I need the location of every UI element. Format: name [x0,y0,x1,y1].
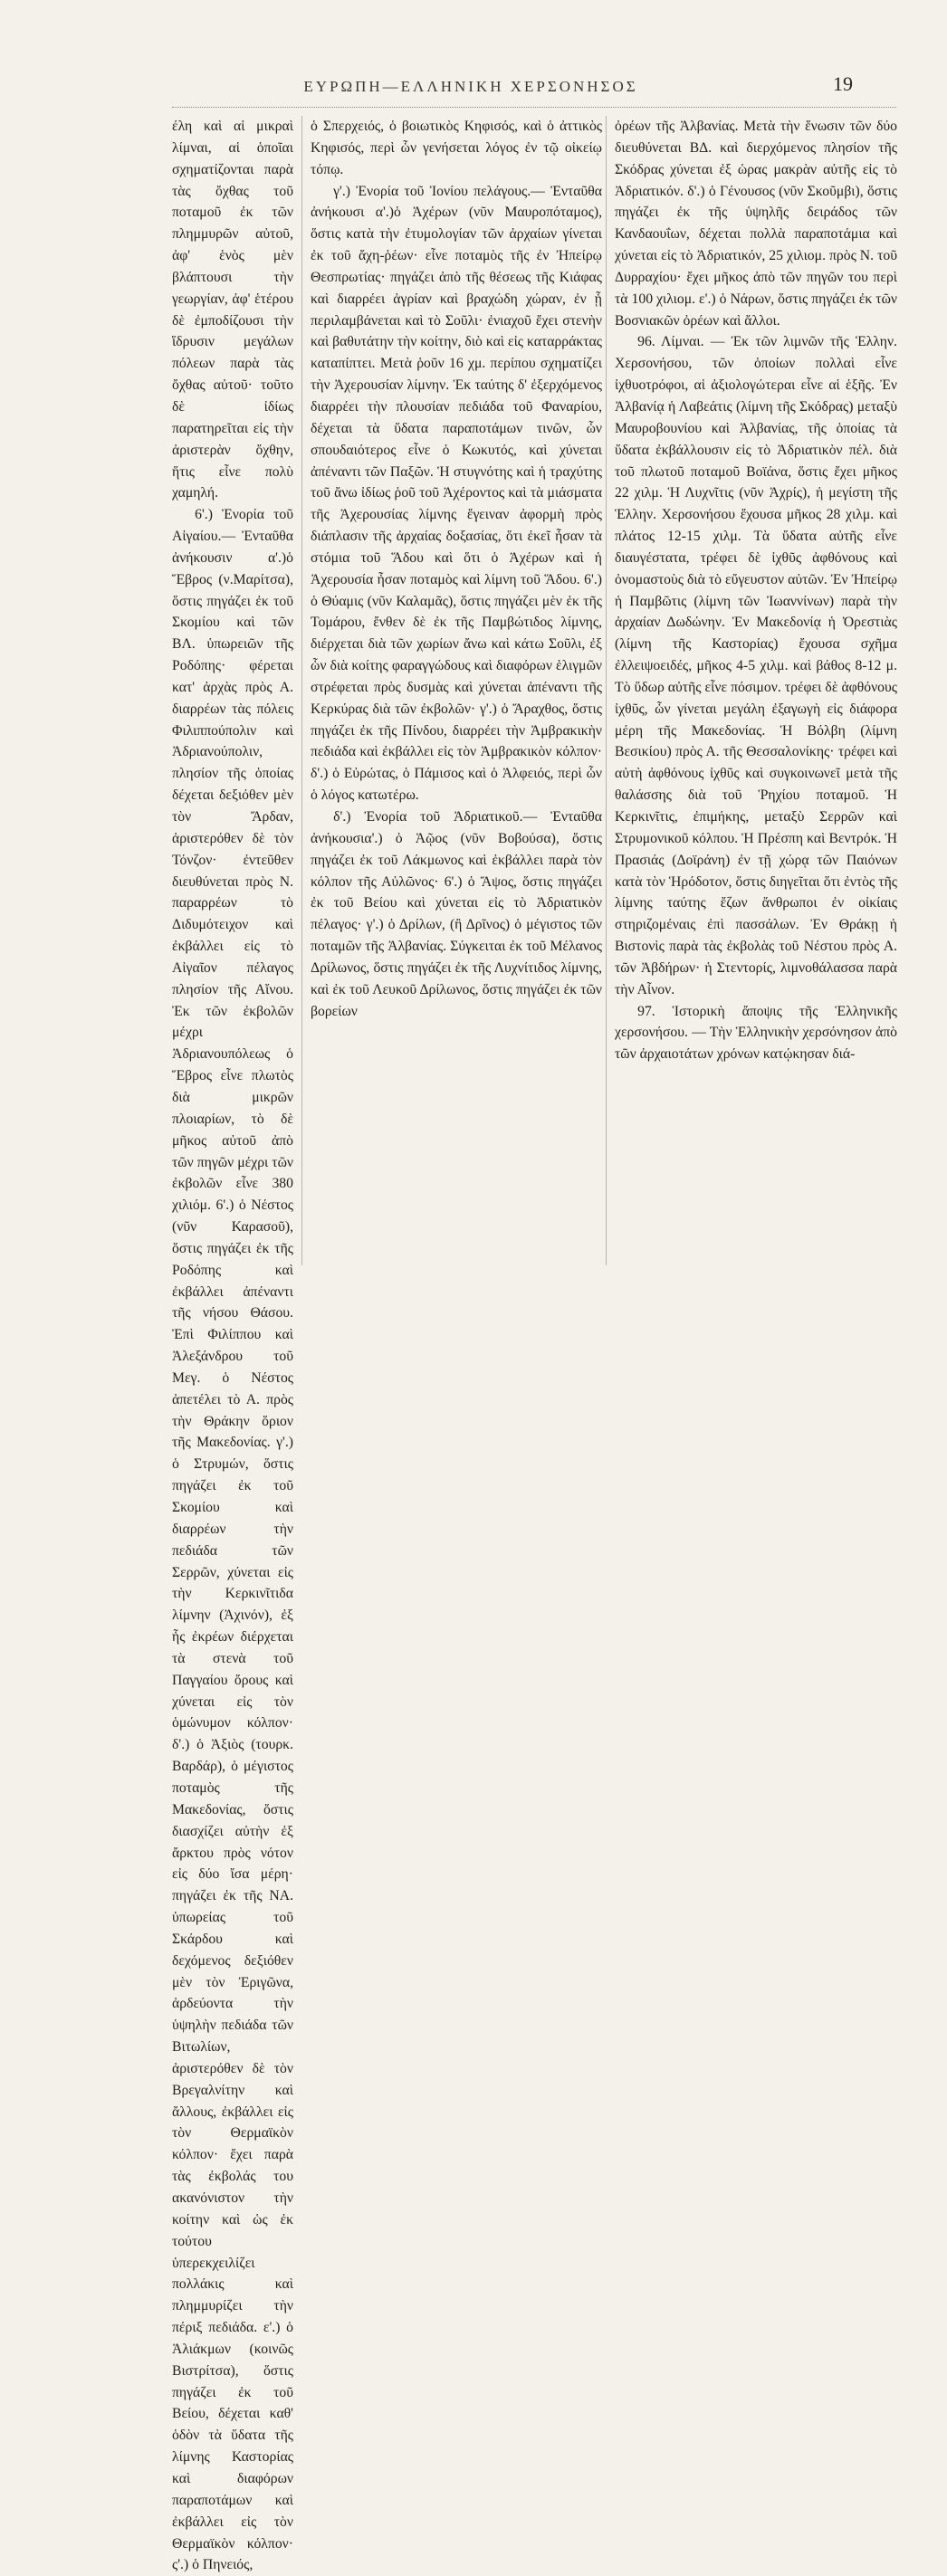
running-title: ΕΥΡΩΠΗ—ΕΛΛΗΝΙΚΗ ΧΕΡΣΟΝΗΣΟΣ [303,78,638,95]
text-column-2 [311,116,602,1022]
paragraph: γ'.) Ἐνορία τοῦ Ἰονίου πελάγους.— Ἐνταῦθα ἀνήκουσι α'.)ὁ Ἀχέρων (νῦν Μαυροπόταμος), ὅστις κατὰ τὴν ἐτυμολογίαν τῶν ἀρχαίων γίνεται ἐκ τοῦ ἄχη-ῥέων· εἶνε ποταμὸς τῆς ἐν Ἠπείρῳ Θεσπρωτίας· πηγάζει ἀπὸ τῆς θέσεως τῆς Κιάφας καὶ διαρρέει ἀγρίαν καὶ βραχώδη χώραν, ἐν ᾗ περιλαμβάνεται καὶ τὸ Σοῦλι· ἐνιαχοῦ ἔχει στενὴν καὶ βαθυτάτην τὴν κοίτην, διὸ καὶ εἰς καταρράκτας καταπίπτει. Μετὰ ῥοῦν 16 χμ. περίπου σχηματίζει τὴν Ἀχερουσίαν λίμνην. Ἐκ ταύτης δ' ἐξερχόμενος διαρρέει τὴν πλουσίαν πεδιάδα τοῦ Φαναρίου, δέχεται τὰ ὕδατα παραποτάμων τινῶν, ὧν σπουδαιότερος εἶνε ὁ Κωκυτός, καὶ χύνεται ἀπέναντι τῶν Παξῶν. Ἡ στυγνότης καὶ ἡ τραχύτης τοῦ ἄνω ἰδίως ῥοῦ τοῦ Ἀχέροντος καὶ τὰ μιάσματα τῆς Ἀχερουσίας λίμνης ἔγειναν ἀφορμὴ πρὸς διάπλασιν τῆς ἀρχαίας δοξασίας, ὅτι ἐκεῖ ἦσαν τὰ στόμια τοῦ Ἅδου καὶ ὅτι ὁ Ἀχέρων καὶ ἡ Ἀχερουσία ἦσαν ποταμὸς καὶ λίμνη τοῦ Ἅδου. 6'.) ὁ Θύαμις (νῦν Καλαμᾶς), ὅστις πηγάζει μὲν ἐκ τῆς Τομάρου, ἔνθεν δὲ ἐκ τῆς Παμβώτιδος λίμνης, διέρχεται διὰ τῶν χωρίων ἄνω καὶ κάτω Σοῦλι, ἐξ ὧν διὰ κοίτης φαραγγώδους καὶ διαφόρων ἑλιγμῶν στρέφεται πρὸς δυσμὰς καὶ χύνεται ἀπέναντι τῆς Κερκύρας διὰ τῶν ἐκβολῶν· γ'.) ὁ Ἄραχθος, ὅστις πηγάζει ἐκ τῆς Πίνδου, διαρρέει τὴν Ἀμβρακικὴν πεδιάδα καὶ ἐκβάλλει εἰς τὸν Ἀμβρακικὸν κόλπον· δ'.) ὁ Εὐρώτας, ὁ Πάμισος καὶ ὁ Ἀλφειός, περὶ ὧν ὁ λόγος κατωτέρω. [311,183,602,804]
paragraph: ὁ Σπερχειός, ὁ βοιωτικὸς Κηφισός, καὶ ὁ ἀττικὸς Κηφισός, περὶ ὧν γενήσεται λόγος ἐν τῷ οἰκείῳ τόπῳ. [311,119,602,177]
header-rule [172,107,896,108]
section-96-lakes: 96. Λίμναι. — Ἐκ τῶν λιμνῶν τῆς Ἑλλην. Χερσονήσου, τῶν ὁποίων πολλαὶ εἶνε ἰχθυοτρόφοι, αἱ ἀξιολογώτεραι εἶνε αἱ ἑξῆς. Ἐν Ἀλβανίᾳ ἡ Λαβεάτις (λίμνη τῆς Σκόδρας) μεταξὺ Μαυροβουνίου καὶ Ἀλβανίας, τῆς ὁποίας τὰ ὕδατα ἐκβάλλουσιν εἰς τὸ Ἀδριατικὸν πέλ. διὰ τοῦ πλωτοῦ ποταμοῦ Βοϊάνα, ὅστις ἔχει μῆκος 22 χιλμ. Ἡ Λυχνῖτις (νῦν Ἀχρίς), ἡ μεγίστη τῆς Ἑλλην. Χερσονήσου ἔχουσα μῆκος 28 χιλμ. καὶ πλάτος 12-15 χιλμ. Τὰ ὕδατα αὐτῆς εἶνε διαυγέστατα, τρέφει δὲ ἰχθῦς ἀφθόνους καὶ ὀνομαστοὺς διὰ τὸ εὔγευστον αὐτῶν. Ἐν Ἠπείρῳ ἡ Παμβῶτις (λίμνη τῶν Ἰωαννίνων) παρὰ τὴν ἀρχαίαν Δωδώνην. Ἐν Μακεδονίᾳ ἡ Ὀρεστιὰς (λίμνη τῆς Καστορίας) ἔχουσα σχῆμα ἐλλειψοειδές, μῆκος 4-5 χιλμ. καὶ βάθος 8-12 μ. Τὸ ὕδωρ αὐτῆς εἶνε πόσιμον. τρέφει δὲ ἀφθόνους ἰχθῦς, ὧν γίνεται μεγάλη ἐξαγωγὴ εἰς διάφορα μέρη τῆς Μακεδονίας. Ἡ Βόλβη (λίμνη Βεσικίου) πρὸς Α. τῆς Θεσσαλονίκης· τρέφει καὶ αὐτὴ ἀφθόνους ἰχθῦς καὶ συγκοινωνεῖ μετὰ τῆς θαλάσσης διὰ τοῦ Ῥηχίου ποταμοῦ. Ἡ Κερκινῖτις, ἐπιμήκης, μεταξὺ Σερρῶν καὶ Στρυμονικοῦ κόλπου. Ἡ Πρέσπη καὶ Βεντρόκ. Ἡ Πρασιάς (Δοϊράνη) ἐν τῇ χώρᾳ τῶν Παιόνων κατὰ τὸν Ἡρόδοτον, ὅστις διηγεῖται ὅτι ἐντὸς τῆς λίμνης ταύτης ἔζων ἄνθρωποι ἐν οἰκίαις στηριζομέναις ἐπὶ πασσάλων. Ἐν Θράκῃ ἡ Βιστονὶς παρὰ τὰς ἐκβολὰς τοῦ Νέστου πρὸς Α. τῶν Ἀβδήρων· ἡ Στεντορίς, λιμνοθάλασσα παρὰ τὴν Αἶνον. [615,334,897,997]
text-column-1 [172,116,293,2576]
paragraph: ὀρέων τῆς Ἀλβανίας. Μετὰ τὴν ἕνωσιν τῶν δύο διευθύνεται ΒΔ. καὶ διερχόμενος πλησίον τῆς Σκόδρας χύνεται ἐξ ὡρας μακρὰν αὐτῆς εἰς τὸ Ἀδριατικόν. δ'.) ὁ Γένουσος (νῦν Σκοῦμβι), ὅστις πηγάζει ἐκ τῆς ὑψηλῆς δειράδος τῶν Κανδαουΐων, δέχεται πολλὰ παραποτάμια καὶ χύνεται εἰς τὸ Ἀδριατικόν, 25 χιλιομ. πρὸς Ν. τοῦ Δυρραχίου· ἔχει μῆκος ἀπὸ τῶν πηγῶν του περὶ τὰ 100 χιλιομ. ε'.) ὁ Νάρων, ὅστις πηγάζει ἐκ τῶν Βοσνιακῶν ὀρέων καὶ ἄλλοι. [615,119,897,329]
column-divider-right [606,116,607,1265]
column-divider-left [301,116,302,1265]
section-97-history: 97. Ἱστορικὴ ἄποψις τῆς Ἑλληνικῆς χερσονήσου. — Τὴν Ἑλληνικὴν χερσόνησον ἀπὸ τῶν ἀρχαιοτάτων χρόνων κατῴκησαν διά- [615,1003,897,1063]
paragraph: έλη καὶ αἱ μικραὶ λίμναι, αἱ ὁποῖαι σχηματίζονται παρὰ τὰς ὄχθας τοῦ ποταμοῦ ἐκ τῶν πλημμυρῶν αὐτοῦ, ἀφ' ἑνὸς μὲν βλάπτουσι τὴν γεωργίαν, ἀφ' ἑτέρου δὲ ἐμποδίζουσι τὴν ἵδρυσιν μεγάλων πόλεων παρὰ τὰς ὄχθας αὐτοῦ· τοῦτο δὲ ἰδίως παρατηρεῖται εἰς τὴν ἀριστερὰν ὄχθην, ἥτις εἶνε πολὺ χαμηλή. [172,119,293,501]
paragraph: 6'.) Ἐνορία τοῦ Αἰγαίου.— Ἐνταῦθα ἀνήκουσιν α'.)ὁ Ἕβρος (ν.Μαρίτσα), ὅστις πηγάζει ἐκ τοῦ Σκομίου καὶ τῶν ΒΛ. ὑπωρειῶν τῆς Ροδόπης· φέρεται κατ' ἀρχὰς πρὸς Α. διαρρέων τὰς πόλεις Φιλιππούπολιν καὶ Ἀδριανούπολιν, πλησίον τῆς ὁποίας δέχεται δεξιόθεν μὲν τὸν Ἄρδαν, ἀριστερόθεν δὲ τὸν Τόνζον· ἐντεῦθεν διευθύνεται πρὸς Ν. παραρρέων τὸ Διδυμότειχον καὶ ἐκβάλλει εἰς τὸ Αἰγαῖον πέλαγος πλησίον τῆς Αἴνου. Ἐκ τῶν ἐκβολῶν μέχρι Ἀδριανουπόλεως ὁ Ἕβρος εἶνε πλωτὸς διὰ μικρῶν πλοιαρίων, τὸ δὲ μῆκος αὐτοῦ ἀπὸ τῶν πηγῶν μέχρι τῶν ἐκβολῶν εἶνε 380 χιλιόμ. 6'.) ὁ Νέστος (νῦν Καρασοῦ), ὅστις πηγάζει ἐκ τῆς Ροδόπης καὶ ἐκβάλλει ἀπέναντι τῆς νήσου Θάσου. Ἐπὶ Φιλίππου καὶ Ἀλεξάνδρου τοῦ Μεγ. ὁ Νέστος ἀπετέλει τὸ Α. πρὸς τὴν Θράκην ὅριον τῆς Μακεδονίας. γ'.) ὁ Στρυμών, ὅστις πηγάζει ἐκ τοῦ Σκομίου καὶ διαρρέων τὴν πεδιάδα τῶν Σερρῶν, χύνεται εἰς τὴν Κερκινῖτιδα λίμνην (Ἀχινόν), ἐξ ἧς ἐκρέων διέρχεται τὰ στενὰ τοῦ Παγγαίου ὄρους καὶ χύνεται εἰς τὸν ὁμώνυμον κόλπον· δ'.) ὁ Ἀξιὸς (τουρκ. Βαρδάρ), ὁ μέγιστος ποταμὸς τῆς Μακεδονίας, ὅστις διασχίζει αὐτὴν ἐξ ἄρκτου πρὸς νότον εἰς δύο ἴσα μέρη· πηγάζει ἐκ τῆς ΝΑ. ὑπωρείας τοῦ Σκάρδου καὶ δεχόμενος δεξιόθεν μὲν τὸν Ἐριγῶνα, ἀρδεύοντα τὴν ὑψηλὴν πεδιάδα τῶν Βιτωλίων, ἀριστερόθεν δὲ τὸν Βρεγαλνίτην καὶ ἄλλους, ἐκβάλλει εἰς τὸν Θερμαϊκὸν κόλπον· ἔχει παρὰ τὰς ἐκβολάς του ακανόνιστον τὴν κοίτην καὶ ὡς ἐκ τούτου ὑπερεκχειλίζει πολλάκις καὶ πλημμυρίζει τὴν πέριξ πεδιάδα. ε'.) ὁ Ἁλιάκμων (κοινῶς Βιστρίτσα), ὅστις πηγάζει ἐκ τοῦ Βείου, δέχεται καθ' ὁδὸν τὰ ὕδατα τῆς λίμνης Καστορίας καὶ διαφόρων παραποτάμων καὶ ἐκβάλλει εἰς τὸν Θερμαϊκὸν κόλπον· ς'.) ὁ Πηνειός, [172,507,293,2573]
page-number: 19 [833,72,853,95]
text-column-3 [615,116,897,1065]
paragraph: δ'.) Ἐνορία τοῦ Ἀδριατικοῦ.— Ἐνταῦθα ἀνήκουσια'.) ὁ Ἀῷος (νῦν Βοβούσα), ὅστις πηγάζει ἐκ τοῦ Λάκμωνος καὶ ἐκβάλλει παρὰ τὸν κόλπον τῆς Αὐλῶνος· 6'.) ὁ Ἄψος, ὅστις πηγάζει ἐκ τοῦ Βείου καὶ χύνεται εἰς τὸ Ἀδριατικὸν πέλαγος· γ'.) ὁ Δρίλων, (ἢ Δρῖνος) ὁ μέγιστος τῶν ποταμῶν τῆς Ἀλβανίας. Σύγκειται ἐκ τοῦ Μέλανος Δρίλωνος, ὅστις πηγάζει ἐκ τῆς Λυχνίτιδος λίμνης, καὶ ἐκ τοῦ Λευκοῦ Δρίλωνος, ὅστις πηγάζει ἐκ τῶν βορείων [311,809,602,1019]
